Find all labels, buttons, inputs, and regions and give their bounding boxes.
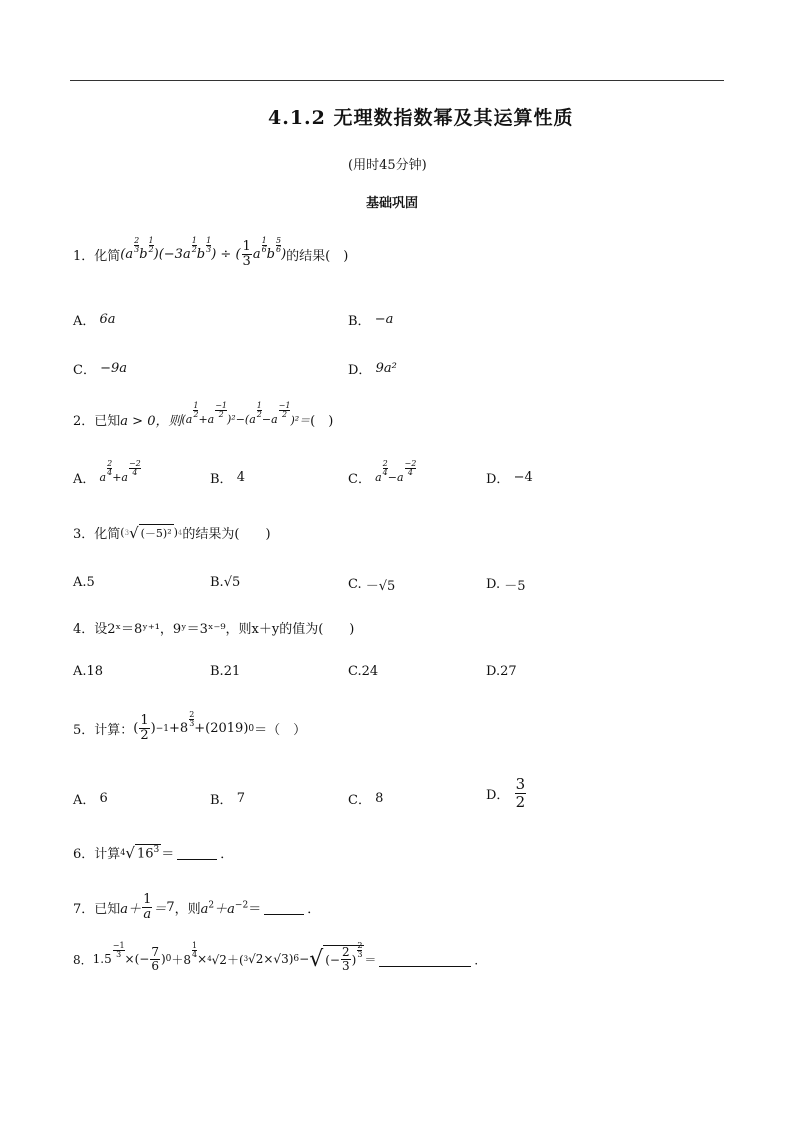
question-suffix: ＝（ ） <box>254 723 307 739</box>
question-suffix: ． <box>220 847 234 862</box>
option-d[interactable]: D． $\frac{3}{2}$ <box>486 775 526 811</box>
math-expression: a＋ $\frac{1}{a}$ ＝ 7 <box>120 892 175 923</box>
option-a[interactable]: A. 18 <box>73 664 104 679</box>
question-6 <box>73 843 233 862</box>
option-a[interactable]: A． 6 <box>73 791 108 808</box>
math-expression: ( 3 √ (－5)² ) 4 <box>120 523 183 542</box>
option-b[interactable]: B． 7 <box>210 791 245 808</box>
option-c[interactable]: C. 24 <box>348 664 379 679</box>
answer-blank[interactable] <box>177 845 217 860</box>
question-prefix: 化简 <box>94 249 121 265</box>
question-number: 3． <box>73 527 95 542</box>
question-text: 设2ˣ＝8ʸ⁺¹，9ʸ＝3ˣ⁻⁹，则x＋y的值为( ) <box>94 622 355 637</box>
option-c[interactable]: C． a 2 4 −a −2 4 <box>348 459 417 487</box>
header-rule <box>70 80 724 81</box>
math-expression: 4 √ $16^3$ ＝ <box>120 843 175 862</box>
question-1 <box>73 236 349 270</box>
option-b[interactable]: B． 4 <box>210 470 245 487</box>
question-number: 6． <box>73 847 95 862</box>
time-note: (用时45分钟) <box>348 158 427 173</box>
question-prefix: 计算： <box>94 723 134 739</box>
math-expression: ( $\frac{1}{2}$ ) −1 +8 2 3 +(2019) $_0$ <box>133 710 255 744</box>
question-mid: ，则 <box>174 902 201 918</box>
option-d[interactable]: D． 9a² <box>348 361 397 378</box>
question-3 <box>73 523 271 542</box>
math-expression: 1.5 −1 3 ×(− $\frac{7}{6}$ ) 0 ＋8 1 4 × $_4$ √2＋( 3 √2×√3) 6 − √ (− $\frac{2}{3}$ ) 2 3 ＝ <box>92 940 377 974</box>
option-d[interactable]: D. 27 <box>486 664 517 679</box>
answer-blank[interactable] <box>379 952 471 967</box>
question-prefix: 已知 <box>94 902 121 918</box>
question-number: 8． <box>73 952 93 967</box>
question-number: 1． <box>73 249 95 265</box>
question-suffix: ． <box>474 952 487 967</box>
option-a[interactable]: A． a 2 4 +a −2 4 <box>73 459 141 487</box>
question-prefix: 已知 <box>94 414 121 429</box>
question-2 <box>73 401 334 429</box>
question-suffix: 的结果为( ) <box>182 527 271 542</box>
question-4 <box>73 618 354 637</box>
question-prefix: 计算 <box>94 847 121 862</box>
option-b[interactable]: B. √5 <box>210 575 241 590</box>
option-b[interactable]: B. 21 <box>210 664 241 679</box>
question-8 <box>73 940 487 974</box>
option-c[interactable]: C． 8 <box>348 791 384 808</box>
option-d[interactable]: D． −4 <box>486 470 533 487</box>
question-7 <box>73 893 320 923</box>
question-suffix: 的结果( ) <box>286 249 349 265</box>
math-expression: (a 2 3 b 1 2 )(−3a 1 2 b 1 3 ) ÷ ( $\frac{1}{3}$ a 1 6 b 5 6 ) <box>120 236 287 270</box>
question-condition: a > 0，则 <box>120 414 182 429</box>
question-suffix: ( ) <box>310 414 334 429</box>
option-d[interactable]: D. －5 <box>486 577 526 594</box>
answer-blank[interactable] <box>264 900 304 915</box>
option-b[interactable]: B． −a <box>348 312 394 329</box>
question-suffix: ． <box>307 902 321 918</box>
question-number: 2． <box>73 414 95 429</box>
math-expression: (a 1 2 +a −1 2 )²−(a 1 2 −a −1 2 )²＝ <box>181 401 311 427</box>
option-a[interactable]: A. 5 <box>73 575 95 590</box>
section-heading: 基础巩固 <box>366 196 419 211</box>
page-title: 4.1.2 无理数指数幂及其运算性质 <box>268 107 574 129</box>
option-c[interactable]: C. －√5 <box>348 577 396 594</box>
question-5 <box>73 710 307 744</box>
question-number: 4． <box>73 622 95 637</box>
math-expression: $a^2+a^{-2}=$ <box>200 900 262 918</box>
option-a[interactable]: A． 6a <box>73 312 116 329</box>
question-number: 7． <box>73 902 95 918</box>
option-c[interactable]: C． −9a <box>73 361 128 378</box>
question-number: 5． <box>73 723 95 739</box>
question-prefix: 化简 <box>94 527 121 542</box>
